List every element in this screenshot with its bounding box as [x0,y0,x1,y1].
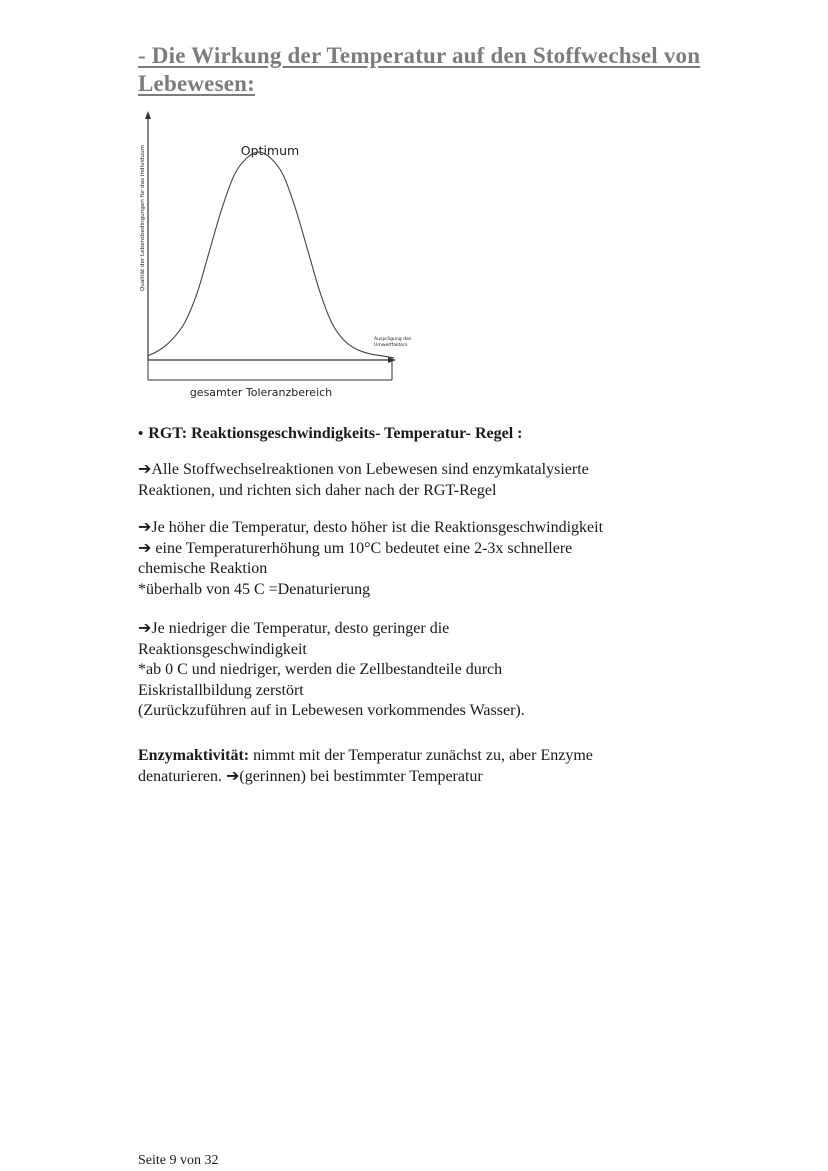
text-line [138,746,758,767]
enzyme-activity-label: Enzymaktivität: [138,747,250,764]
x-axis-label: gesamter Toleranzbereich [189,386,333,399]
text-line: (Zurückzuführen auf in Lebewesen vorkommendes Wasser). [138,702,525,719]
bullet-icon: • [138,426,144,442]
axis-end-label-2: Umweltfaktors [374,343,408,348]
text-line: Reaktionsgeschwindigkeit [138,640,307,658]
rgt-heading [138,424,758,445]
y-axis-label: Qualität der Lebensbedingungen für das Individuum [140,144,146,292]
page-title [138,42,778,98]
paragraph-enzyme-reactions [138,460,758,501]
enzyme-activity-text: nimmt mit der Temperatur zunächst zu, aber Enzyme [249,747,593,764]
tolerance-chart [128,108,428,408]
tolerance-chart-svg [128,108,428,408]
text-line: ➔Je höher die Temperatur, desto höher ist die Reaktionsgeschwindigkeit [138,519,604,536]
paragraph-higher-temperature [138,518,758,600]
text-line: chemische Reaktion [138,560,268,577]
text-line: ➔ eine Temperaturerhöhung um 10°C bedeutet eine 2-3x schnellere [138,539,573,557]
chart-title-optimum: Optimum [240,143,300,158]
rgt-heading-text: RGT: Reaktionsgeschwindigkeits- Temperatur- Regel : [148,425,523,442]
title-line-2: Lebewesen: [138,71,255,96]
y-axis-arrow [145,111,151,119]
text-line: Reaktionen, und richten sich daher nach der RGT-Regel [138,481,497,499]
text-line: Eiskristallbildung zerstört [138,681,304,699]
title-line-1: - Die Wirkung der Temperatur auf den Stoffwechsel von [138,43,701,68]
text-line: ➔Alle Stoffwechselreaktionen von Lebewesen sind enzymkatalysierte [138,461,589,478]
paragraph-enzyme-activity [138,746,758,787]
tolerance-curve [148,152,394,358]
text-line: *überhalb von 45 C =Denaturierung [138,580,371,598]
page-number: Seite 9 von 32 [138,1153,219,1168]
text-line: *ab 0 C und niedriger, werden die Zellbestandteile durch [138,661,503,678]
text-line: ➔Je niedriger die Temperatur, desto geringer die [138,620,450,637]
axis-end-label-1: Ausprägung des [374,337,412,342]
text-line: denaturieren. ➔(gerinnen) bei bestimmter Temperatur [138,767,483,785]
paragraph-lower-temperature [138,619,758,722]
